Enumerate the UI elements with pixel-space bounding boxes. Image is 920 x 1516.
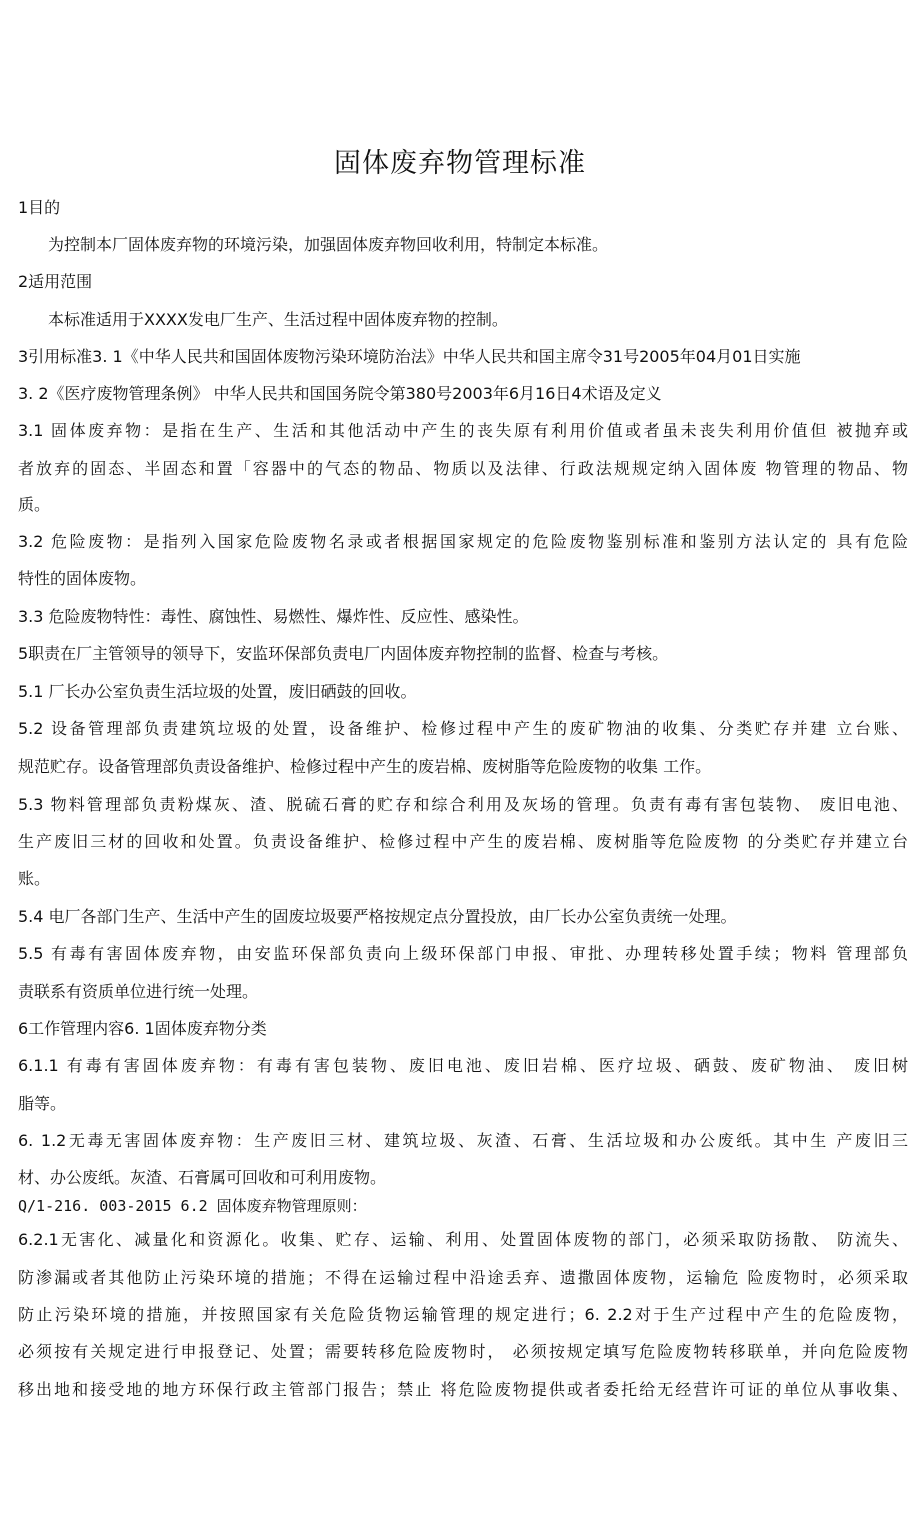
classification-6-1-2-line-2: 材、办公废纸。灰渣、石膏属可回收和可利用废物。 <box>18 1168 387 1187</box>
principle-6-2-1-line-3: 防止污染环境的措施，并按照国家有关危险货物运输管理的规定进行；6. 2.2对于生产过程中产生的危险废物， <box>18 1305 908 1324</box>
definition-3-2-line-2: 特性的固体废物。 <box>18 569 147 588</box>
work-content-heading: 6工作管理内容6. 1固体废弃物分类 <box>18 1019 267 1038</box>
definition-3-1-line-1: 3.1 固体废弃物：是指在生产、生活和其他活动中产生的丧失原有利用价值或者虽未丧失利用价值但 被抛弃或 <box>18 421 908 440</box>
responsibility-5-2-line-2: 规范贮存。设备管理部负责设备维护、检修过程中产生的废岩棉、废树脂等危险废物的收集 工作。 <box>18 757 712 776</box>
document-title: 固体废弃物管理标准 <box>334 148 586 179</box>
responsibility-5-3-line-3: 账。 <box>18 869 51 888</box>
definition-3-2-line-1: 3.2 危险废物：是指列入国家危险废物名录或者根据国家规定的危险废物鉴别标准和鉴别方法认定的 具有危险 <box>18 532 908 551</box>
paragraph-scope: 本标准适用于XXXX发电厂生产、生活过程中固体废弃物的控制。 <box>48 310 508 329</box>
classification-6-1-2-line-1: 6. 1.2无毒无害固体废弃物：生产废旧三材、建筑垃圾、灰渣、石膏、生活垃圾和办公废纸。其中生 产废旧三 <box>18 1131 908 1150</box>
responsibility-5-1: 5.1 厂长办公室负责生活垃圾的处置，废旧硒鼓的回收。 <box>18 682 417 701</box>
principle-6-2-2-line-1: 必须按有关规定进行申报登记、处置；需要转移危险废物时， 必须按规定填写危险废物转移联单，并向危险废物 <box>18 1342 908 1361</box>
principle-6-2-2-line-2: 移出地和接受地的地方环保行政主管部门报告；禁止 将危险废物提供或者委托给无经营许可证的单位从事收集、 <box>18 1380 908 1399</box>
classification-6-1-1-line-1: 6.1.1 有毒有害固体废弃物：有毒有害包装物、废旧电池、废旧岩棉、医疗垃圾、硒鼓、废矿物油、 废旧树 <box>18 1056 908 1075</box>
responsibility-5-2-line-1: 5.2 设备管理部负责建筑垃圾的处置，设备维护、检修过程中产生的废矿物油的收集、分类贮存并建 立台账、 <box>18 719 908 738</box>
paragraph-purpose: 为控制本厂固体废弃物的环境污染，加强固体废弃物回收利用，特制定本标准。 <box>48 235 609 254</box>
responsibility-5-4: 5.4 电厂各部门生产、生活中产生的固废垃圾要严格按规定点分置投放，由厂长办公室负责统一处理。 <box>18 907 737 926</box>
responsibility-heading: 5职责在厂主管领导的领导下，安监环保部负责电厂内固体废弃物控制的监督、检查与考核。 <box>18 644 669 663</box>
reference-standard-2: 3. 2《医疗废物管理条例》 中华人民共和国国务院令第380号2003年6月16日4术语及定义 <box>18 384 662 403</box>
definition-3-1-line-2: 者放弃的固态、半固态和置「容器中的气态的物品、物质以及法律、行政法规规定纳入固体废 物管理的物品、物 <box>18 459 908 478</box>
responsibility-5-3-line-1: 5.3 物料管理部负责粉煤灰、渣、脱硫石膏的贮存和综合利用及灰场的管理。负责有毒有害包装物、 废旧电池、 <box>18 795 908 814</box>
reference-standard-1: 3引用标准3. 1《中华人民共和国固体废物污染环境防治法》中华人民共和国主席令31号2005年04月01日实施 <box>18 347 801 366</box>
principle-6-2-1-line-2: 防渗漏或者其他防止污染环境的措施；不得在运输过程中沿途丢弃、遗撒固体废物，运输危 险废物时，必须采取 <box>18 1268 908 1287</box>
responsibility-5-3-line-2: 生产废旧三材的回收和处置。负责设备维护、检修过程中产生的废岩棉、废树脂等危险废物 的分类贮存并建立台 <box>18 832 908 851</box>
classification-6-1-1-line-2: 脂等。 <box>18 1094 67 1113</box>
responsibility-5-5-line-2: 责联系有资质单位进行统一处理。 <box>18 982 259 1001</box>
heading-scope: 2适用范围 <box>18 272 93 291</box>
standard-code-and-principles-heading: Q/1-216. 003-2015 6.2 固体废弃物管理原则： <box>18 1197 367 1215</box>
responsibility-5-5-line-1: 5.5 有毒有害固体废弃物，由安监环保部负责向上级环保部门申报、审批、办理转移处置手续；物料 管理部负 <box>18 944 908 963</box>
heading-purpose: 1目的 <box>18 198 61 217</box>
definition-3-3: 3.3 危险废物特性：毒性、腐蚀性、易燃性、爆炸性、反应性、感染性。 <box>18 607 529 626</box>
definition-3-1-line-3: 质。 <box>18 495 51 514</box>
principle-6-2-1-line-1: 6.2.1无害化、减量化和资源化。收集、贮存、运输、利用、处置固体废物的部门，必须采取防扬散、 防流失、 <box>18 1230 908 1249</box>
